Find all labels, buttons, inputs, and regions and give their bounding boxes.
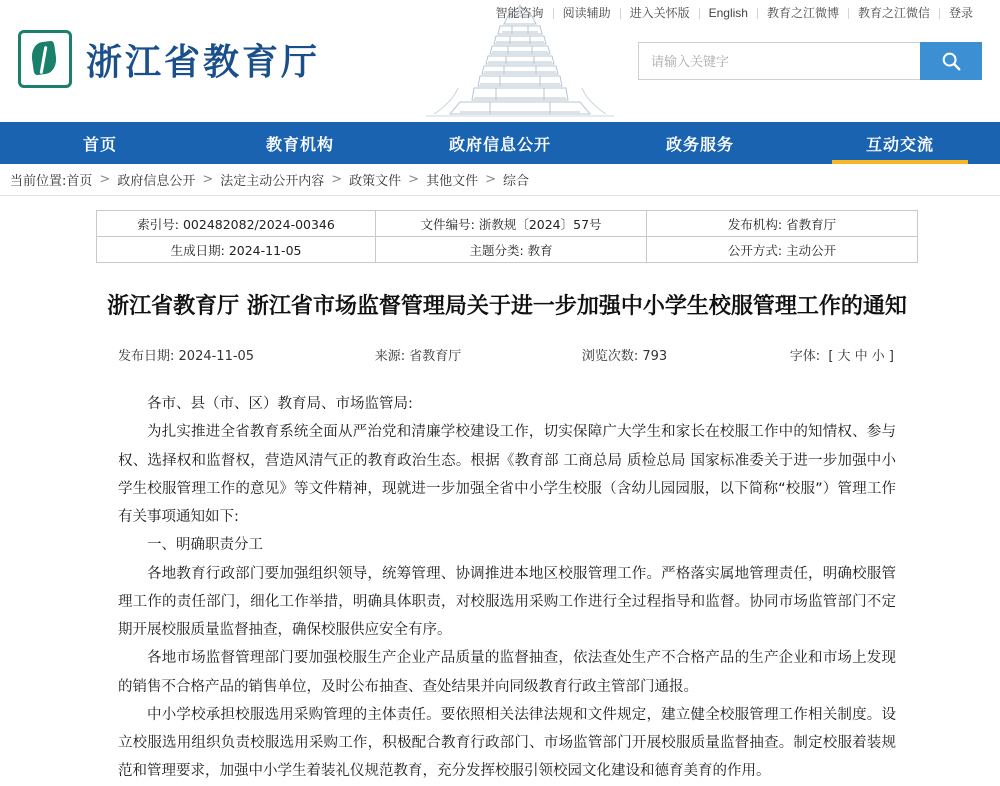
toplink-accessible-version[interactable]: 进入关怀版 [629, 6, 690, 20]
meta-cell-disclosure-method [647, 237, 918, 263]
meta-cell-publisher [647, 211, 918, 237]
article-paragraph: 为扎实推进全省教育系统全面从严治党和清廉学校建设工作，切实保障广大学生和家长在校服工作中的知情权、参与权、选择权和监督权，营造风清气正的教育政治生态。根据《教育部 工商总局 质检总局 国家标准委关于进一步加强中小学生校服管理工作的意见》等文件精神，现就进一步加强全省中小学生校服（含幼儿园园服，以下简称“校服”）管理工作有关事项通知如下: [118, 424, 896, 526]
page-title: 浙江省教育厅 浙江省市场监督管理局关于进一步加强中小学生校服管理工作的通知 [107, 294, 907, 319]
meta-value: 教育 [527, 242, 553, 258]
document-meta-table [96, 210, 918, 263]
font-size-options[interactable]: [ 大 中 小 ] [828, 349, 894, 364]
meta-cell-doc-number [376, 211, 647, 237]
toplink-wechat[interactable]: 教育之江微信 [857, 6, 930, 20]
breadcrumb [0, 164, 1000, 196]
nav-item-gov-info-disclosure[interactable]: 政府信息公开 [448, 134, 551, 154]
meta-value: 2024-11-05 [228, 242, 302, 258]
breadcrumb-separator: > [331, 172, 343, 187]
meta-value: 浙教规〔2024〕57号 [478, 216, 602, 232]
view-count-label: 浏览次数: [581, 349, 639, 364]
toplink-english[interactable]: English [708, 6, 748, 20]
site-logo[interactable] [18, 30, 320, 88]
breadcrumb-item-statutory-disclosure[interactable]: 法定主动公开内容 [220, 174, 325, 189]
meta-label: 发布机构: [727, 216, 783, 232]
breadcrumb-separator: > [408, 172, 420, 187]
source-value: 省教育厅 [409, 349, 462, 364]
publish-date-label: 发布日期: [118, 349, 175, 364]
toplink-login[interactable]: 登录 [948, 6, 973, 20]
meta-label: 索引号: [137, 216, 179, 232]
nav-item-home[interactable]: 首页 [82, 134, 117, 154]
top-utility-bar [487, 0, 1000, 26]
view-count-value: 793 [642, 349, 668, 364]
meta-value: 主动公开 [786, 242, 837, 258]
breadcrumb-separator: > [202, 172, 214, 187]
breadcrumb-separator: > [485, 172, 496, 187]
breadcrumb-item-general[interactable]: 综合 [503, 174, 530, 189]
article [96, 278, 918, 786]
site-header [0, 0, 1000, 122]
breadcrumb-item-policy-docs[interactable]: 政策文件 [349, 174, 402, 189]
toplink-smart-consult[interactable]: 智能咨询 [495, 6, 544, 20]
meta-cell-index-number [97, 211, 376, 237]
meta-cell-created-date [97, 237, 376, 263]
meta-label: 主题分类: [469, 242, 524, 258]
nav-item-gov-services[interactable]: 政务服务 [665, 134, 734, 154]
meta-label: 文件编号: [420, 216, 475, 232]
table-row [97, 237, 918, 263]
toplink-weibo[interactable]: 教育之江微博 [766, 6, 839, 20]
search-button[interactable] [920, 42, 982, 80]
publish-date-value: 2024-11-05 [178, 349, 255, 364]
article-paragraph: 各地市场监督管理部门要加强校服生产企业产品质量的监督抽查，依法查处生产不合格产品的生产企业和市场上发现的销售不合格产品的销售单位，及时公布抽查、查处结果并向同级教育行政主管部门通报。 [118, 650, 896, 695]
font-size-label: 字体: [789, 349, 821, 364]
article-paragraph: 各地教育行政部门要加强组织领导，统筹管理、协调推进本地区校服管理工作。严格落实属地管理责任，明确校服管理工作的责任部门，细化工作举措，明确具体职责，对校服选用采购工作进行全过程指导和监督。协同市场监管部门不定期开展校服质量监督抽查，确保校服供应安全有序。 [118, 565, 896, 639]
view-count [582, 345, 667, 364]
article-subinfo [96, 329, 918, 364]
publish-date [118, 345, 254, 364]
breadcrumb-prefix: 当前位置: [10, 174, 67, 189]
site-title: 浙江省教育厅 [86, 41, 321, 83]
article-paragraph: 各市、县（市、区）教育局、市场监管局: [147, 396, 413, 412]
meta-label: 公开方式: [727, 242, 783, 258]
breadcrumb-item-gov-info[interactable]: 政府信息公开 [117, 174, 196, 189]
article-paragraph: 一、明确职责分工 [147, 537, 263, 554]
meta-value: 省教育厅 [786, 216, 837, 232]
font-size-control [788, 345, 896, 364]
search-icon [940, 50, 962, 72]
nav-item-interaction[interactable]: 互动交流 [800, 122, 1000, 164]
toplink-reading-aid[interactable]: 阅读辅助 [562, 6, 611, 20]
source-label: 来源: [374, 349, 406, 364]
breadcrumb-item-other-docs[interactable]: 其他文件 [426, 174, 479, 189]
table-row [97, 211, 918, 237]
article-body [96, 364, 918, 786]
source [375, 345, 462, 364]
search-box [638, 42, 982, 80]
leaf-logo-icon [18, 30, 72, 88]
nav-item-institutions[interactable]: 教育机构 [265, 134, 334, 154]
search-input[interactable] [638, 42, 920, 80]
meta-cell-topic-category [376, 237, 647, 263]
meta-value: 002482082/2024-00346 [182, 216, 335, 232]
main-nav [0, 122, 1000, 164]
meta-label: 生成日期: [170, 242, 225, 258]
breadcrumb-item-home[interactable]: 首页 [66, 174, 93, 189]
breadcrumb-separator: > [99, 172, 111, 187]
article-paragraph: 中小学校承担校服选用采购管理的主体责任。要依照相关法律法规和文件规定，建立健全校服管理工作相关制度。设立校服选用组织负责校服选用采购工作，积极配合教育行政部门、市场监管部门开展校服质量监督抽查。制定校服着装规范和管理要求，加强中小学生着装礼仪规范教育，充分发挥校服引领校园文化建设和德育美育的作用。 [118, 706, 896, 780]
